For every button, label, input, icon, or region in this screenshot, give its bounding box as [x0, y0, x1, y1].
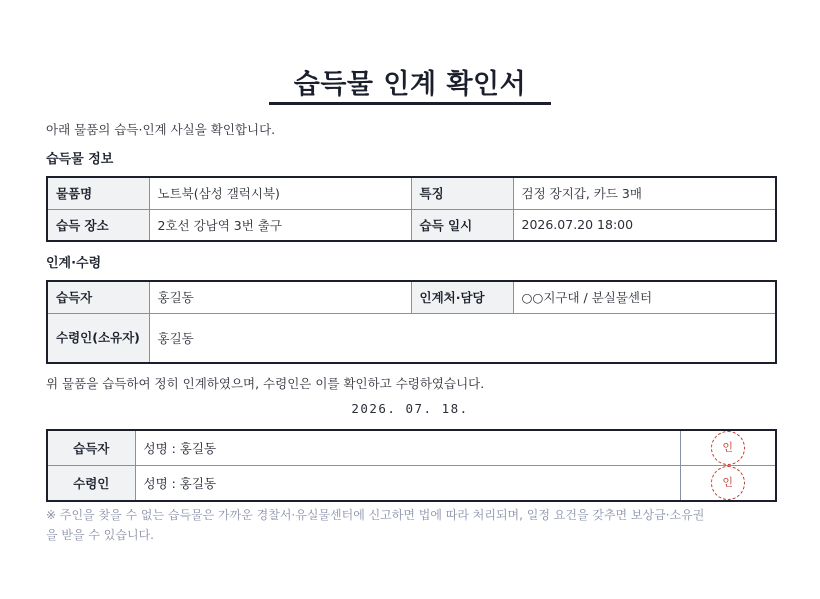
- handover-office-label: 인계처·담당: [411, 281, 513, 313]
- finder-value: 홍길동: [149, 281, 411, 313]
- section-heading-handover: 인계·수령: [46, 256, 102, 271]
- recipient-label: 수령인(소유자): [47, 313, 149, 363]
- finder-seal-cell[interactable]: [680, 430, 776, 466]
- document-date: 2026. 07. 18.: [351, 401, 469, 416]
- handover-table: [46, 280, 777, 364]
- handover-office-value: ○○지구대 / 분실물센터: [513, 281, 776, 313]
- found-datetime-label: 습득 일시: [411, 209, 513, 241]
- feature-label: 특징: [411, 177, 513, 209]
- found-place-value: 2호선 강남역 3번 출구: [149, 209, 411, 241]
- item-name-label: 물품명: [47, 177, 149, 209]
- finder-label: 습득자: [47, 281, 149, 313]
- section-heading-item-info: 습득물 정보: [46, 152, 114, 167]
- feature-value: 검정 장지갑, 카드 3매: [513, 177, 776, 209]
- title-wrap: [0, 62, 820, 101]
- signature-table: [46, 429, 777, 502]
- found-place-label: 습득 장소: [47, 209, 149, 241]
- found-datetime-value: 2026.07.20 18:00: [513, 209, 776, 241]
- recipient-seal-cell[interactable]: [680, 466, 776, 502]
- table-row: [47, 430, 776, 466]
- finder-sign-name: 성명 : 홍길동: [135, 430, 680, 466]
- finder-seal-stamp[interactable]: 인: [711, 431, 745, 465]
- recipient-sign-role: 수령인: [47, 466, 135, 502]
- table-row: [47, 466, 776, 502]
- confirmation-statement: 위 물품을 습득하여 정히 인계하였으며, 수령인은 이를 확인하고 수령하였습니다.: [46, 376, 485, 391]
- document-title: 습득물 인계 확인서: [293, 69, 527, 100]
- item-info-table: [46, 176, 777, 242]
- item-name-value: 노트북(삼성 갤럭시북): [149, 177, 411, 209]
- recipient-value: 홍길동: [149, 313, 776, 363]
- finder-sign-role: 습득자: [47, 430, 135, 466]
- title-underline: [269, 102, 551, 105]
- intro-text: 아래 물품의 습득·인계 사실을 확인합니다.: [46, 122, 276, 137]
- footnote: ※ 주인을 찾을 수 없는 습득물은 가까운 경찰서·유실물센터에 신고하면 법에 따라 처리되며, 일정 요건을 갖추면 보상금·소유권을 받을 수 있습니다.: [46, 508, 705, 542]
- table-row: [47, 313, 776, 363]
- recipient-sign-name: 성명 : 홍길동: [135, 466, 680, 502]
- table-row: [47, 177, 776, 209]
- recipient-seal-stamp[interactable]: 인: [711, 466, 745, 500]
- table-row: [47, 209, 776, 241]
- table-row: [47, 281, 776, 313]
